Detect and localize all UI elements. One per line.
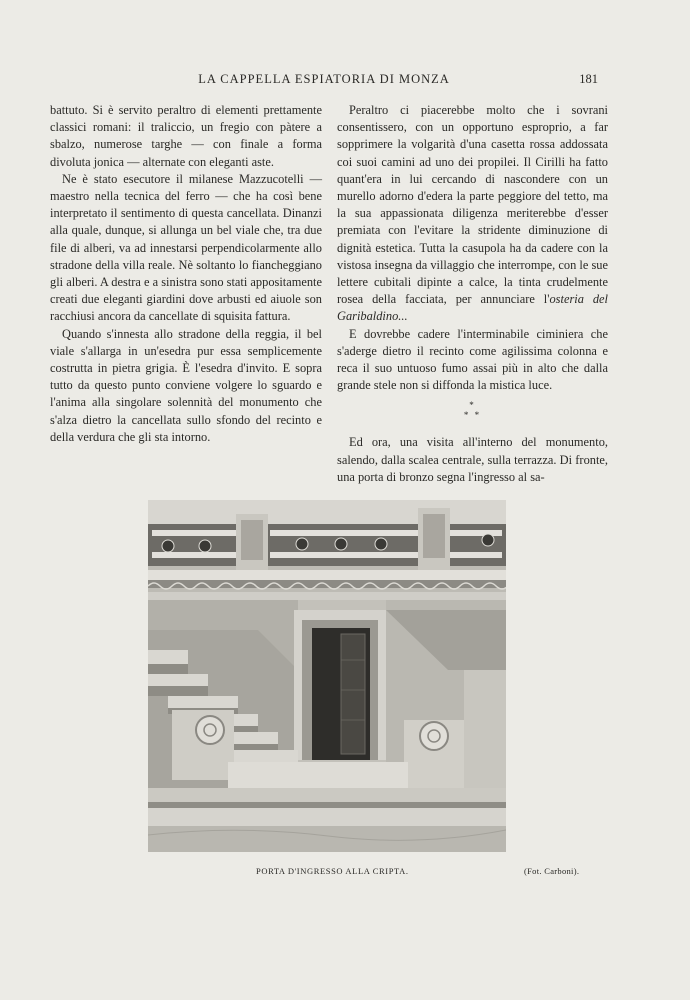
- left-column: [50, 102, 322, 446]
- left-paragraph-2: Ne è stato esecutore il milanese Mazzucotelli — maestro nella tecnica del ferro — che ha così bene interpretato il sentimento di questa cancellata. Dinanzi alla quale, dunque, si allunga un bel viale che, tra due file di alberi, va ad innestarsi perpendicolarmente allo stradone della villa reale. Nè soltanto lo fiancheggiano gli alberi. A destra e a sinistra sono stati appositamente creati due eleganti giardini dove arbusti ed aiuole son racchiusi ancora da cancellate di squisita fattura.: [50, 171, 322, 324]
- asterism: [337, 394, 608, 434]
- asterism-bottom: * *: [463, 410, 482, 421]
- figure-caption: PORTA D'INGRESSO ALLA CRIPTA.: [256, 866, 409, 876]
- left-paragraph-1: battuto. Si è servito peraltro di elementi prettamente classici romani: il traliccio, un fregio con pàtere a sbalzo, numerose targhe — con finale a forma divoluta jonica — alternate con eleganti aste.: [50, 103, 322, 169]
- crypt-entrance-photo: [148, 500, 506, 852]
- right-paragraph-1: [337, 102, 608, 326]
- left-paragraph-3: Quando s'innesta allo stradone della reggia, il bel viale s'allarga in un'esedra pur essa semplicemente costrutta in pietra grigia. È l'esedra d'invito. E sopra tutto da questo punto conviene volgere lo sguardo e l'anima alla singolare solennità del monumento che s'alza dietro la cancellata sullo sfondo del recinto e della verdura che gli sta intorno.: [50, 326, 322, 444]
- right-column: [337, 102, 608, 486]
- running-header: [50, 72, 598, 90]
- running-title: LA CAPPELLA ESPIATORIA DI MONZA: [198, 72, 450, 86]
- asterism-top: *: [469, 400, 476, 411]
- photo-credit: (Fot. Carboni).: [524, 866, 580, 876]
- right-paragraph-1-text: Peraltro ci piacerebbe molto che i sovrani consentissero, con un opportuno esproprio, a far sopprimere la volgarità d'una casetta rossa addossata coi suoi camini ad uno dei propilei. Il Cirilli ha fatto quant'era in lui cercando di nascondere con un murello adorno d'edera la parte peggiore del tetto, ma la sua appassionata diligenza meriterebbe d'esser premiata con l'evitare la stridente diminuzione di dignità estetica. Tutta la casupola ha da cadere con la vistosa insegna da villaggio che interrompe, con le sue lettere cubitali dipinte a calce, la tinta crudelmente rosea della facciata, per annunciare l': [337, 103, 608, 307]
- osteria-italic: osteria del Garibaldino...: [337, 292, 609, 324]
- page-number: 181: [579, 72, 598, 86]
- right-paragraph-3: Ed ora, una visita all'interno del monumento, salendo, dalla scalea centrale, sulla terrazza. Di fronte, una porta di bronzo segna l'ingresso al sa-: [337, 435, 608, 484]
- right-paragraph-2: E dovrebbe cadere l'interminabile ciminiera che s'aderge dietro il recinto come agilissima colonna e reca il suo untuoso fumo assai più in alto che dalla grande stele non si diffonda la mistica luce.: [337, 326, 608, 393]
